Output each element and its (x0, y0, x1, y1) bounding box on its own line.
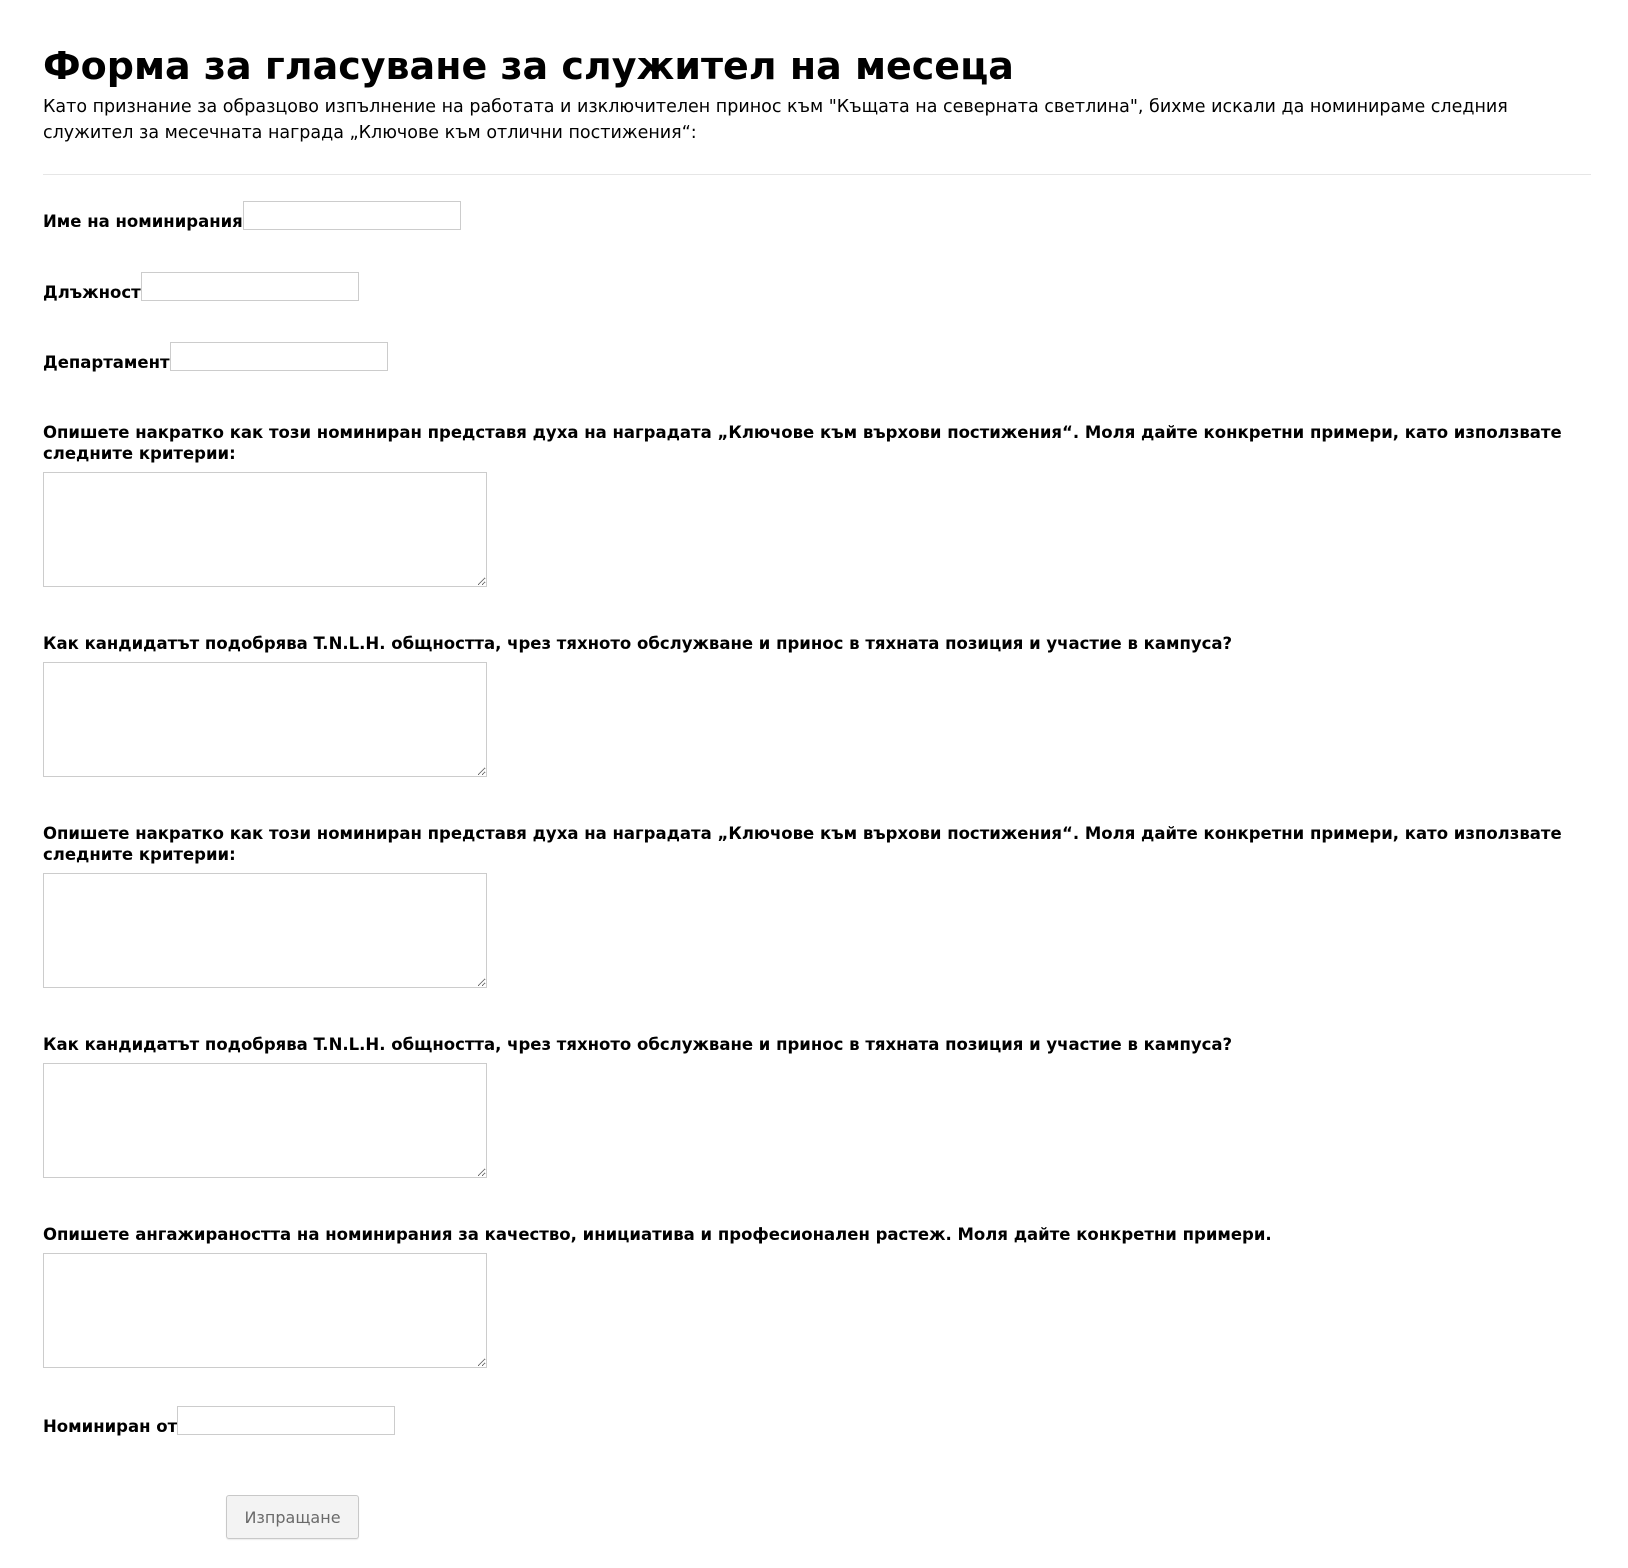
question-5-textarea[interactable] (43, 1253, 487, 1368)
question-4-textarea[interactable] (43, 1063, 487, 1178)
question-1-label: Опишете накратко как този номиниран представя духа на наградата „Ключове към върхови постижения“. Моля дайте конкретни примери, като използвате следните критерии: (43, 423, 1562, 463)
question-4-label: Как кандидатът подобрява T.N.L.H. общността, чрез тяхното обслужване и принос в тяхната позиция и участие в кампуса? (43, 1035, 1233, 1054)
page-title: Форма за гласуване за служител на месеца (43, 44, 1014, 88)
department-label: Департамент (43, 353, 170, 372)
nominated-by-row (43, 1416, 1591, 1446)
nominee-name-label: Име на номинирания (43, 212, 243, 231)
question-2-block (43, 633, 1591, 777)
employee-of-month-form (43, 42, 1591, 1539)
position-label: Длъжност (43, 283, 141, 302)
question-1-block (43, 422, 1591, 587)
question-1-textarea[interactable] (43, 472, 487, 587)
question-3-block (43, 823, 1591, 988)
question-2-textarea[interactable] (43, 662, 487, 777)
question-2-label: Как кандидатът подобрява T.N.L.H. общността, чрез тяхното обслужване и принос в тяхната позиция и участие в кампуса? (43, 634, 1233, 653)
position-row (43, 282, 1591, 312)
question-5-block (43, 1224, 1591, 1368)
submit-button[interactable]: Изпращане (226, 1495, 359, 1539)
nominated-by-input[interactable] (177, 1406, 395, 1435)
question-3-label: Опишете накратко как този номиниран представя духа на наградата „Ключове към върхови постижения“. Моля дайте конкретни примери, като използвате следните критерии: (43, 824, 1562, 864)
position-input[interactable] (141, 272, 359, 301)
submit-area (226, 1495, 1591, 1539)
question-3-textarea[interactable] (43, 873, 487, 988)
form-intro: Като признание за образцово изпълнение на работата и изключителен принос към "Къщата на северната светлина", бихме искали да номинираме следния служител за месечната награда „Ключове към отлични постижения“: (43, 97, 1508, 143)
question-5-label: Опишете ангажираността на номинирания за качество, инициатива и професионален растеж. Моля дайте конкретни примери. (43, 1225, 1272, 1244)
question-4-block (43, 1034, 1591, 1178)
department-row (43, 352, 1591, 382)
nominee-name-input[interactable] (243, 201, 461, 230)
header-divider (43, 174, 1591, 175)
department-input[interactable] (170, 342, 388, 371)
nominee-name-row (43, 211, 1591, 241)
nominated-by-label: Номиниран от (43, 1417, 178, 1436)
